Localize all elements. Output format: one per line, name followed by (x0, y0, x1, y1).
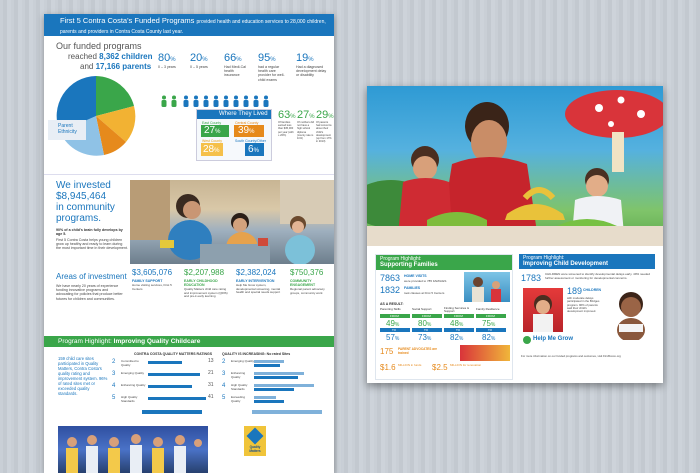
childcare-highlight-title: Program Highlight: Improving Quality Childcare (58, 337, 201, 345)
screened-count: 1783 (521, 273, 542, 283)
quality-label-4: Exceeding Quality (231, 395, 246, 404)
to-value-4: 82% (482, 333, 496, 342)
amount-intervention-label: EARLY INTERVENTION (236, 279, 275, 283)
areas-title: Areas of investment (56, 272, 127, 281)
development-title: Improving Child Development (523, 261, 609, 267)
where-they-lived-header (197, 110, 271, 119)
funds-2-desc: MILLION for renovation (450, 363, 482, 367)
to-value-2: 73% (418, 333, 432, 342)
families-count: 1832 (380, 285, 401, 295)
pie-label-box (48, 120, 86, 140)
rating-row-2: 3 (112, 371, 116, 377)
from-bar-2: FROM (412, 314, 442, 318)
quality-row-3: 4 (222, 383, 226, 389)
badge-diamond-icon (247, 428, 264, 445)
quality-label-1: Emerging Quality (231, 359, 255, 363)
investment-amounts (130, 268, 334, 328)
home-visits-label: HOME VISITS (404, 274, 427, 278)
bridges-label: CHILDREN (583, 288, 602, 292)
stat-2: 66% (224, 52, 242, 64)
result-col-services: Finding Services & Support (444, 306, 470, 314)
amount-community: $750,376 (290, 268, 324, 277)
result-col-parenting: Parenting Skills (380, 307, 401, 311)
advocates-photo (460, 345, 510, 361)
rating-count-1: 13 (208, 358, 214, 364)
quality-row-4: 5 (222, 395, 226, 401)
lived-central-value: 39% (238, 125, 255, 136)
ratings-legend (142, 410, 202, 414)
quality-row-2: 3 (222, 371, 226, 377)
funds-1-amount: $1.6 (380, 363, 396, 372)
rstat-0: 63% (278, 109, 296, 121)
group-photo (58, 426, 208, 473)
parent-advocates-count: 175 (380, 347, 394, 356)
families-label: FAMILIES (404, 286, 421, 290)
quality-label-3: High Quality Standards (231, 383, 248, 392)
bridges-count: 189 (567, 286, 583, 296)
header-text (60, 17, 330, 36)
lived-west-box (201, 143, 223, 156)
ratings-table (112, 352, 220, 418)
result-col-resilience: Family Resilience (476, 307, 500, 311)
badge-text: Quality Matters (249, 445, 261, 453)
rating-label-4: High Quality Standards (121, 395, 138, 404)
stat-1-desc: 0 – 5 years (190, 65, 208, 69)
areas-text: We have nearly 20 years of experience funding innovative programs and advocating for policies that produce better futures for children and communities. (56, 284, 123, 301)
rating-count-4: 41 (208, 394, 214, 400)
baby-photo (607, 288, 653, 340)
to-bar-3: TO (444, 328, 474, 332)
development-band (519, 254, 655, 269)
lived-central-region: Central County (235, 121, 259, 125)
amount-early-education: $2,207,988 (184, 268, 225, 277)
quality-legend (252, 410, 322, 414)
lived-east-region: East County (202, 121, 222, 125)
where-they-lived-panel (196, 109, 272, 161)
where-they-lived-title: Where They Lived (219, 111, 268, 117)
parent-advocates-label: PARENT ADVOCATES are trained (398, 347, 438, 355)
rating-count-2: 21 (208, 370, 214, 376)
left-brochure-page (44, 14, 334, 473)
rstat-2-desc: Of parents had concerns about their child's development (up from 17% in 2013) (316, 121, 332, 144)
amount-family-label: FAMILY SUPPORT (132, 279, 163, 283)
lived-south-region: South County/Other (235, 139, 266, 143)
rating-label-1: Committed to Quality (121, 359, 139, 368)
stat-0-desc: 0 – 3 years (158, 65, 176, 69)
invest-amount: $8,945,464 (56, 191, 107, 202)
classroom-photo-art (130, 180, 334, 264)
from-bar-3: FROM (444, 314, 474, 318)
bridges-desc: with moderate delays participated in the Bridges program. 96% of parents said their child's development improved. (567, 296, 600, 314)
to-bar-4: TO (476, 328, 506, 332)
childcare-text: 159 child care sites participated in Quality Matters, Contra Costa's quality rating and improvement system. 96% of rated sites met or exceeded quality standards. (58, 356, 108, 396)
amount-family-support: $3,605,076 (132, 268, 173, 277)
amount-community-label: COMMUNITY ENGAGEMENT (290, 279, 316, 287)
from-value-1: 49% (386, 319, 400, 328)
family-play-photo-art (367, 86, 663, 246)
reach-intro: Our funded programs (56, 41, 142, 51)
rating-label-2: Emerging Quality (121, 371, 145, 375)
rstat-0-desc: Of families earned less than $35,000 per year (with ≥ 20%) (278, 121, 294, 137)
rating-count-3: 31 (208, 382, 214, 388)
lived-west-region: West County (202, 139, 222, 143)
child-development-section (519, 254, 655, 378)
brain-text: First 5 Contra Costa helps young children grow up healthy and ready to learn during the most important time in their development. (56, 238, 128, 251)
top-stats-row (158, 52, 334, 92)
lived-east-box (201, 125, 229, 137)
family-play-photo (367, 86, 663, 246)
group-photo-art (58, 426, 208, 473)
from-bar-1: FROM (380, 314, 410, 318)
stat-4: 19% (296, 52, 314, 64)
families-desc: took classes at First 5 Centers (404, 291, 445, 295)
rating-label-3: Enhancing Quality (121, 383, 146, 387)
invest-line3: in community programs. (56, 202, 115, 224)
lived-south-value: 6% (248, 144, 259, 155)
pie-label: Parent Ethnicity (58, 123, 77, 135)
lived-west-value: 28% (203, 144, 220, 155)
amount-education-label: EARLY CHILDHOOD EDUCATION (184, 279, 218, 287)
result-title: AS A RESULT: (380, 302, 404, 306)
brain-fact: 90% of a child's brain fully develops by age 5. (56, 228, 123, 237)
rating-row-4: 5 (112, 395, 116, 401)
quality-increase-table (222, 352, 332, 418)
amount-community-desc: Regional parent advocacy groups, community work (290, 287, 325, 295)
to-value-1: 57% (386, 333, 400, 342)
ethnicity-pie-chart (54, 74, 138, 158)
from-value-2: 80% (418, 319, 432, 328)
rstat-1: 27% (297, 109, 315, 121)
quality-table-title: QUALITY IS INCREASING: No rated Sites (222, 352, 291, 356)
home-visits-count: 7863 (380, 273, 401, 283)
classroom-photo (130, 180, 334, 264)
reach-children-line: reached 8,362 children (68, 52, 153, 61)
lived-east-value: 27% (204, 125, 221, 136)
header-band (44, 14, 334, 36)
rating-row-3: 4 (112, 383, 116, 389)
development-prefix: Program Highlight: (523, 255, 565, 261)
home-visits-desc: were provided to 785 FAMILIES (404, 279, 447, 283)
people-icon-row (160, 94, 280, 106)
funds-2-amount: $2.5 (432, 363, 448, 372)
section-divider (44, 174, 334, 175)
families-title: Supporting Families (380, 262, 438, 268)
stat-3: 95% (258, 52, 276, 64)
childcare-highlight-band (44, 336, 334, 347)
rstat-2: 29% (316, 109, 334, 121)
funds-1-desc: MILLION in funds (398, 363, 422, 367)
screened-desc: CHILDREN were screened to identify developmental delays early. 49% needed further assessment or monitoring for developmental concerns. (545, 272, 651, 280)
rstat-1-desc: Of mothers did not have a high school diploma (county rate is 11%) (297, 121, 315, 141)
families-band (376, 255, 512, 270)
results-table (380, 307, 508, 343)
help-me-grow-icon (523, 336, 531, 344)
quality-label-2: Enhancing Quality (231, 371, 246, 380)
reach-parents-line: and 17,166 parents (80, 62, 152, 71)
help-me-grow-text: Help Me Grow (533, 336, 574, 342)
to-bar-1: TO (380, 328, 410, 332)
quality-row-1: 2 (222, 359, 226, 365)
stat-0: 80% (158, 52, 176, 64)
stat-3-desc: had a regular health care provider for well-child exams (258, 65, 285, 82)
lived-south-box (245, 143, 264, 156)
right-flyer-page (367, 86, 663, 383)
from-value-3: 48% (450, 319, 464, 328)
families-prefix: Program Highlight: (380, 256, 422, 262)
to-value-3: 82% (450, 333, 464, 342)
header-subtitle: provided health and education services to 28,000 children, parents and providers in Contra Costa County last year. (60, 19, 326, 35)
child-photo-1 (523, 288, 563, 332)
amount-intervention-desc: Help Me Grow system, developmental screening, mental health and special needs support (236, 283, 281, 295)
rating-row-1: 2 (112, 359, 116, 365)
families-photo (464, 272, 510, 302)
income-stats (278, 109, 334, 161)
result-col-social: Social Support (412, 307, 432, 311)
invest-line1: We invested (56, 180, 111, 191)
amount-education-desc: Quality Matters child care rating and improvement system (QRIS) and pre-k early learning (184, 287, 228, 299)
header-title: First 5 Contra Costa's Funded Programs (60, 16, 195, 25)
stat-4-desc: Had a diagnosed development delay or disability (296, 65, 327, 78)
quality-matters-badge (244, 426, 266, 456)
supporting-families-section (375, 254, 513, 380)
lived-central-box (234, 125, 264, 137)
people-icon (160, 95, 280, 107)
stat-2-desc: Had Medi-Cal health insurance (224, 65, 246, 78)
amount-family-desc: Home visiting services, First 5 Centers (132, 283, 172, 291)
to-bar-2: TO (412, 328, 442, 332)
from-bar-4: FROM (476, 314, 506, 318)
footer-text: For more information on our funded programs and outcomes, visit First5coco.org (521, 354, 621, 358)
stat-1: 20% (190, 52, 208, 64)
amount-early-intervention: $2,382,024 (236, 268, 277, 277)
from-value-4: 75% (482, 319, 496, 328)
ratings-table-title: CONTRA COSTA QUALITY MATTERS RATINGS (134, 352, 213, 356)
